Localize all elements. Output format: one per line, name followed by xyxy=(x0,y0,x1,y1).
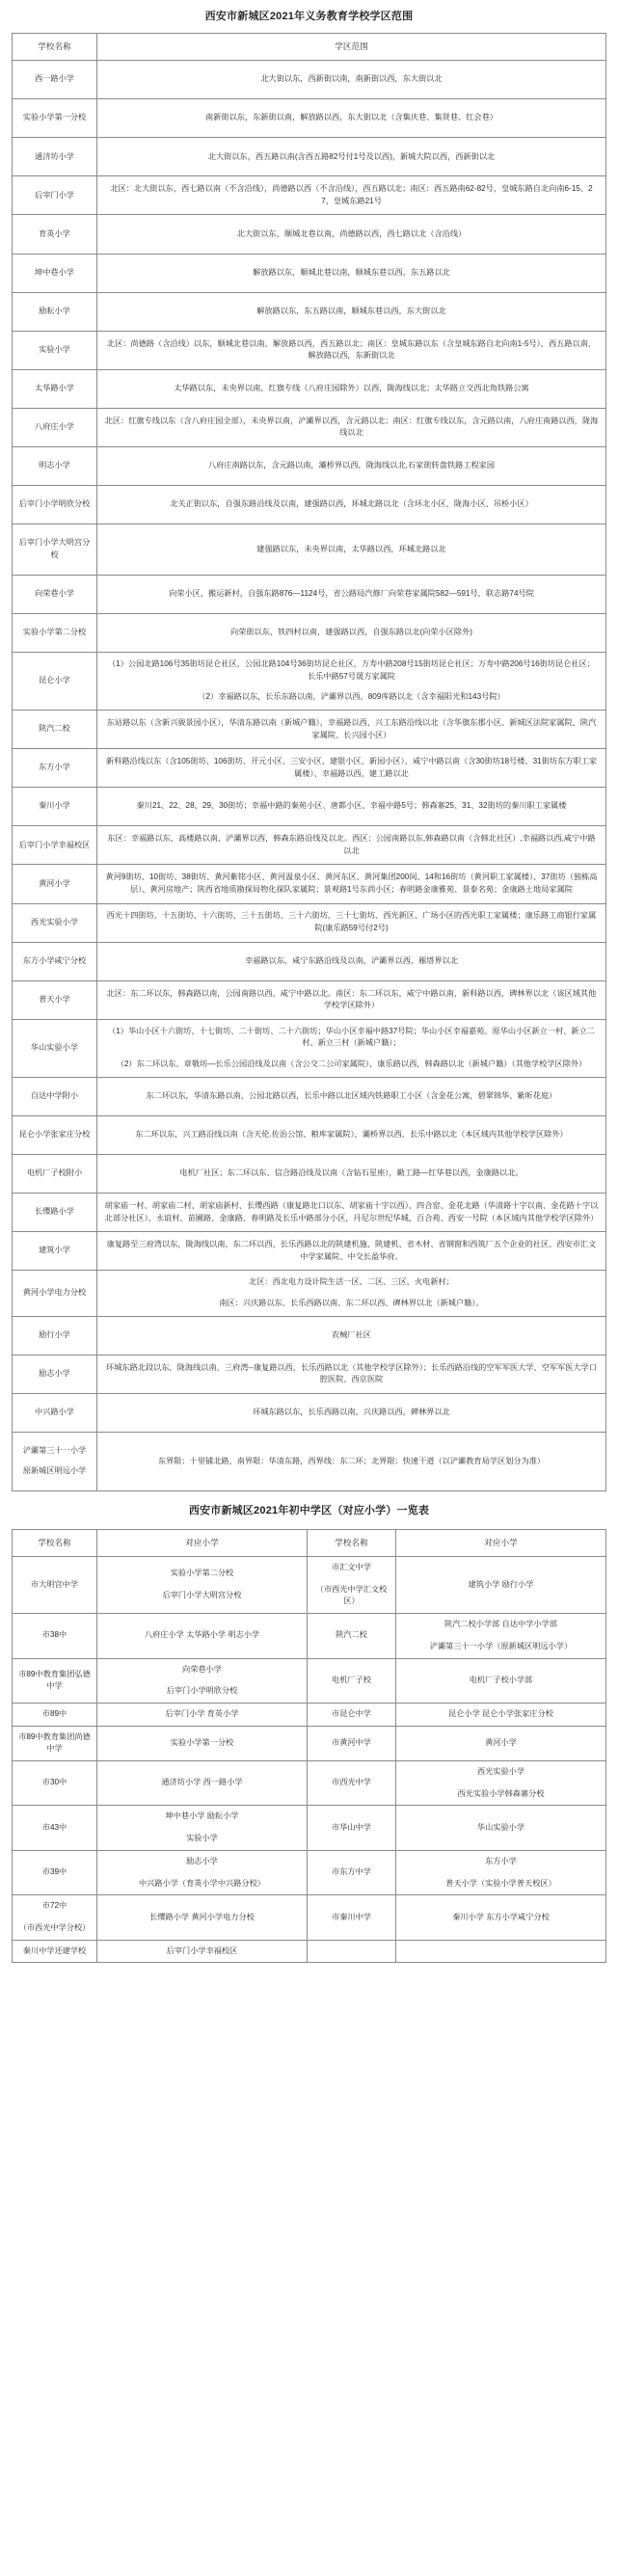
district-range-cell xyxy=(97,1019,606,1077)
district-range-cell xyxy=(97,1077,606,1115)
table-row xyxy=(13,524,606,576)
school-name-cell xyxy=(13,980,97,1019)
school-name-text: 后宰门小学大明宫分校 xyxy=(18,538,91,559)
school-name-text: 东方小学 xyxy=(39,763,70,772)
primary-school-text: 实验小学第二分校 xyxy=(170,1569,234,1578)
school-name-text: 普天小学 xyxy=(39,994,70,1004)
middle-school-name-cell-right xyxy=(308,1850,396,1894)
district-range-text: 秦川21、22、28、29、30街坊；幸福中路的秦苑小区、唐都小区、幸福中路5号；韩森寨25、31、32街坊的秦川职工家属楼 xyxy=(136,801,567,811)
table-row xyxy=(13,1761,606,1806)
primary-school-text: 后宰门小学幸福校区 xyxy=(166,1945,238,1955)
primary-school-text: 坤中巷小学 励耘小学 xyxy=(165,1811,239,1821)
primary-school-cell-left xyxy=(97,1940,308,1963)
table-row xyxy=(13,254,606,292)
table-header-row xyxy=(13,1529,606,1556)
table-row xyxy=(13,711,606,749)
school-name-text: 实验小学第二分校 xyxy=(22,628,87,637)
school-name-cell xyxy=(13,1077,97,1115)
middle-school-name-cell-left xyxy=(13,1614,97,1658)
primary-school-text: 后宰门小学大明宫分校 xyxy=(162,1591,242,1600)
school-name-text: 陕汽二校 xyxy=(39,724,70,734)
district-range-text: 北区：北大街以东，西七路以南（不含沿线），尚德路以西（不含沿线），西五路以北；南区：西五路南62-82号，皇城东路自北向南6-15、27、皇城东路21号 xyxy=(110,184,593,205)
middle-school-name-text: 市秦川中学 xyxy=(332,1912,371,1921)
primary-school-cell-right xyxy=(396,1850,606,1894)
primary-school-text: 黄河小学 xyxy=(485,1738,517,1747)
table-row xyxy=(13,903,606,942)
school-name-text: 实验小学第一分校 xyxy=(22,113,87,122)
table-row xyxy=(13,446,606,485)
district-range-text: （2）东二环以东、章敬坊—长乐公园沿线及以南（含公交二公司家属院），康乐路以西，韩森路以北（新城户籍）（其他学校学区除外） xyxy=(116,1060,587,1069)
school-name-text: 黄河小学电力分校 xyxy=(22,1288,87,1298)
school-name-text: 电机厂子校附小 xyxy=(26,1168,83,1178)
district-range-text: 西光十四街坊、十五街坊、十六街坊、三十五街坊、三十六街坊、三十七街坊、西光新区、广场小区的西光职工家属楼；康乐路工商银行家属院(康乐路59号付2号) xyxy=(106,911,597,933)
primary-school-text: 东方小学 xyxy=(485,1856,517,1865)
middle-school-name-cell-right xyxy=(308,1703,396,1726)
school-name-text: 原新城区明远小学 xyxy=(22,1465,87,1475)
district-range-cell xyxy=(97,1393,606,1432)
middle-school-name-cell-left xyxy=(13,1895,97,1940)
school-name-cell xyxy=(13,61,97,99)
middle-school-name-text: 电机厂子校 xyxy=(332,1675,371,1684)
primary-school-text: 后宰门小学明欣分校 xyxy=(166,1686,238,1696)
primary-school-text: 长缨路小学 黄河小学电力分校 xyxy=(149,1912,255,1921)
district-range-cell xyxy=(97,408,606,446)
table-row xyxy=(13,138,606,176)
primary-school-cell-left xyxy=(97,1806,308,1850)
school-name-text: 昆仑小学 xyxy=(39,676,70,685)
table-row xyxy=(13,1658,606,1703)
primary-school-cell-right xyxy=(396,1658,606,1703)
table-row xyxy=(13,1940,606,1963)
middle-school-name-cell-left xyxy=(13,1557,97,1614)
table-row xyxy=(13,1155,606,1194)
school-name-text: 励行小学 xyxy=(39,1329,70,1339)
table-header-row xyxy=(13,33,606,60)
district-range-text: 解放路以东，东五路以南，顺城东巷以西，东大街以北 xyxy=(256,306,446,315)
school-name-cell xyxy=(13,575,97,613)
table-row xyxy=(13,176,606,215)
school-name-cell xyxy=(13,749,97,788)
primary-school-text: 陕汽二校小学部 自达中学小学部 xyxy=(444,1620,557,1629)
middle-school-name-text: 市89中 xyxy=(41,1708,67,1718)
district-range-cell xyxy=(97,176,606,215)
table-row xyxy=(13,1316,606,1355)
primary-school-cell-left xyxy=(97,1703,308,1726)
middle-school-name-cell-right xyxy=(308,1940,396,1963)
school-name-text: 西一路小学 xyxy=(35,74,74,84)
middle-school-name-text: 市东方中学 xyxy=(332,1867,371,1877)
school-name-cell xyxy=(13,942,97,980)
school-name-cell xyxy=(13,788,97,826)
school-name-cell xyxy=(13,653,97,711)
primary-school-cell-left xyxy=(97,1614,308,1658)
school-name-text: 自达中学附小 xyxy=(30,1091,79,1101)
middle-school-name-cell-left xyxy=(13,1703,97,1726)
district-range-text: 北区：红旗专线以东（含八府庄园全部），未央界以南，浐灞界以西，含元路以北；南区：红旗专线以东，含元路以南，八府庄南路以西，陇海线以北 xyxy=(104,416,599,438)
district-range-text: 北大街以东，西五路以南(含西五路82号付1号及以西)，新城大院以西，西新街以北 xyxy=(207,151,496,161)
primary-school-cell-right xyxy=(396,1940,606,1963)
school-name-cell xyxy=(13,903,97,942)
middle-school-name-cell-left xyxy=(13,1940,97,1963)
primary-school-cell-right xyxy=(396,1703,606,1726)
school-name-cell xyxy=(13,254,97,292)
district-range-text: 东界限：十里铺北路，南界限：华清东路，西界线：东二环；北界限：快速干道（以浐灞教育局学区划分为准） xyxy=(157,1456,546,1465)
school-name-cell xyxy=(13,524,97,576)
primary-school-cell-left xyxy=(97,1726,308,1760)
table-row xyxy=(13,749,606,788)
district-range-cell xyxy=(97,942,606,980)
school-name-cell xyxy=(13,99,97,138)
school-name-text: 中兴路小学 xyxy=(35,1408,74,1417)
school-name-cell xyxy=(13,138,97,176)
school-name-text: 东方小学咸宁分校 xyxy=(22,955,87,965)
primary-school-text: 实验小学第一分校 xyxy=(170,1738,234,1747)
school-name-cell xyxy=(13,613,97,652)
district-range-text: 胡家庙一村、胡家庙二村、胡家庙新村、长缨西路（康复路北口以东、胡家庙十字以西）、四合窑、金花北路（华清路十字以南、金花路十字以北部分社区）、永谊村、苗圃路、金康路、春明路及长乐中路部分小区，丹尼尔世纪华城，百合苑、西安一号院（本区域内其他学校学区除外） xyxy=(104,1200,599,1222)
primary-school-cell-right xyxy=(396,1895,606,1940)
district-range-cell xyxy=(97,711,606,749)
table-row xyxy=(13,331,606,369)
school-district-table xyxy=(12,33,606,1491)
school-name-cell xyxy=(13,1355,97,1393)
school-name-cell xyxy=(13,865,97,903)
school-name-text: 太华路小学 xyxy=(35,383,74,392)
district-range-cell xyxy=(97,1155,606,1194)
primary-school-cell-right xyxy=(396,1726,606,1760)
primary-school-text: 八府庄小学 太华路小学 明志小学 xyxy=(144,1630,260,1640)
school-name-cell xyxy=(13,292,97,331)
middle-school-name-text: 市黄河中学 xyxy=(332,1738,371,1747)
district-range-cell xyxy=(97,446,606,485)
district-range-text: 南新街以东，东新街以南，解放路以西，东大街以北（含集庆巷、集贤巷、红会巷） xyxy=(205,113,497,122)
middle-school-name-text: 市大明宫中学 xyxy=(30,1579,79,1589)
middle-school-name-text: 市昆仑中学 xyxy=(332,1708,371,1718)
district-range-cell xyxy=(97,903,606,942)
primary-school-cell-right xyxy=(396,1557,606,1614)
school-name-text: 后宰门小学明欣分校 xyxy=(18,499,91,509)
district-range-text: 环城东路以东，长乐西路以南，兴庆路以西，碑林界以北 xyxy=(253,1408,450,1417)
table-row xyxy=(13,1432,606,1490)
middle-school-name-cell-left xyxy=(13,1806,97,1850)
district-range-text: 东站路以东（含新兴骏景园小区），华清东路以南（新城户籍），幸福路以西，兴工东路沿线以北（含华旗东郡小区、新城区法院家属院、陕汽家属院、长兴园小区） xyxy=(106,717,597,739)
table-row xyxy=(13,215,606,254)
district-range-cell xyxy=(97,613,606,652)
school-name-text: 后宰门小学 xyxy=(35,190,74,200)
district-range-cell xyxy=(97,980,606,1019)
school-name-text: 建筑小学 xyxy=(39,1246,70,1255)
primary-school-text: 实验小学 xyxy=(186,1834,218,1843)
table-row xyxy=(13,1077,606,1115)
table-row xyxy=(13,613,606,652)
district-range-cell xyxy=(97,331,606,369)
district-range-text: 新科路沿线以东（含105街坊、106街坊、开元小区、三安小区、建银小区、新园小区），咸宁中路以南（含30街坊18号楼、31街坊东方职工家属楼）、幸福路以西、建工路以北 xyxy=(105,757,598,778)
school-name-cell xyxy=(13,1115,97,1154)
school-name-text: 黄河小学 xyxy=(39,878,70,888)
school-name-text: 通济坊小学 xyxy=(35,151,74,161)
primary-school-cell-left xyxy=(97,1850,308,1894)
district-range-text: 北关正街以东，自强东路沿线及以南，建强路以西，环城北路以北（含环北小区、陇海小区、吊桥小区） xyxy=(170,499,533,509)
table-row xyxy=(13,1614,606,1658)
district-range-cell xyxy=(97,61,606,99)
school-name-text: 励志小学 xyxy=(39,1368,70,1378)
table-row xyxy=(13,1232,606,1271)
middle-school-name-text: 市89中教育集团尚德中学 xyxy=(18,1731,91,1754)
middle-school-name-cell-left xyxy=(13,1761,97,1806)
middle-school-name-cell-right xyxy=(308,1761,396,1806)
middle-school-name-text: 市30中 xyxy=(41,1778,67,1787)
table-row xyxy=(13,865,606,903)
primary-school-cell-left xyxy=(97,1761,308,1806)
school-name-text: 西光实验小学 xyxy=(30,917,79,926)
table-row xyxy=(13,1850,606,1894)
school-name-cell xyxy=(13,1393,97,1432)
district-range-text: 电机厂社区；东二环以东、信合路沿线及以南（含钻石星座），勤工路—红华巷以西，金康路以北。 xyxy=(179,1168,524,1178)
middle-school-name-text: 市89中教育集团弘德中学 xyxy=(18,1669,91,1691)
primary-school-cell-left xyxy=(97,1557,308,1614)
district-range-text: （1）华山小区十六街坊、十七街坊、二十街坊、二十六街坊；华山小区幸福中路37号院；华山小区幸福嘉苑。原华山小区新立一村、新立二村、新立三村（新城户籍）； xyxy=(108,1026,595,1048)
middle-school-name-cell-right xyxy=(308,1614,396,1658)
district-range-text: 东二环以东，兴工路沿线以南（含天伦.佐治公馆、粮库家属院），灞桥界以西，长乐中路以北（本区域内其他学校学区除外） xyxy=(135,1130,568,1140)
school-name-text: 后宰门小学幸福校区 xyxy=(18,840,91,849)
school-name-text: 向荣巷小学 xyxy=(35,589,74,599)
primary-table-title: 西安市新城区2021年义务教育学校学区范围 xyxy=(204,11,414,22)
primary-school-cell-left xyxy=(97,1895,308,1940)
primary-school-cell-right xyxy=(396,1614,606,1658)
district-range-text: 幸福路以东，咸宁东路沿线及以南，浐灞界以西，雁塔界以北 xyxy=(244,955,459,965)
table-row xyxy=(13,1115,606,1154)
header-primary-school-left: 对应小学 xyxy=(97,1529,308,1556)
primary-school-text: 西光实验小学韩森寨分校 xyxy=(457,1788,545,1798)
district-range-cell xyxy=(97,369,606,408)
school-name-cell xyxy=(13,711,97,749)
table-row xyxy=(13,1271,606,1316)
school-name-text: 明志小学 xyxy=(39,461,70,470)
header-primary-school-right: 对应小学 xyxy=(396,1529,606,1556)
school-name-cell xyxy=(13,215,97,254)
table-row xyxy=(13,788,606,826)
school-name-text: 育英小学 xyxy=(39,228,70,238)
middle-school-name-cell-right xyxy=(308,1658,396,1703)
middle-school-name-cell-right xyxy=(308,1895,396,1940)
school-name-text: 华山实验小学 xyxy=(30,1042,79,1052)
district-range-text: 北大街以东，顺城北巷以南，尚德路以西，西七路以北（含沿线） xyxy=(236,228,467,238)
table-row xyxy=(13,1393,606,1432)
district-range-text: （2）幸福路以东，长乐东路以南，浐灞界以西，809库路以北（含幸福阳光和143号院） xyxy=(198,692,505,702)
district-range-text: 向荣街以东，铁四村以南，建强路以西，自强东路以北(向荣小区除外) xyxy=(229,628,473,637)
school-name-text: 坤中巷小学 xyxy=(35,267,74,277)
middle-school-name-cell-right xyxy=(308,1557,396,1614)
primary-school-cell-right xyxy=(396,1761,606,1806)
middle-school-name-cell-right xyxy=(308,1806,396,1850)
school-name-text: 浐灞第三十一小学 xyxy=(22,1446,87,1456)
middle-school-name-text: （市西光中学分校） xyxy=(18,1922,91,1932)
table-row xyxy=(13,292,606,331)
school-name-text: 秦川小学 xyxy=(39,801,70,811)
district-range-cell xyxy=(97,653,606,711)
school-name-text: 八府庄小学 xyxy=(35,422,74,432)
table-row xyxy=(13,653,606,711)
district-range-cell xyxy=(97,1432,606,1490)
school-name-cell xyxy=(13,1232,97,1271)
district-range-text: 北区：尚德路（含沿线）以东，顺城北巷以南，解放路以西，西五路以北；南区：皇城东路以东（含皇城东路自北向南1-5号），西五路以南，解放路以西，东新街以北 xyxy=(106,338,597,361)
school-name-cell xyxy=(13,486,97,524)
middle-school-name-text: 秦川中学还建学校 xyxy=(22,1945,87,1955)
table-row xyxy=(13,1895,606,1940)
middle-school-name-cell-left xyxy=(13,1658,97,1703)
district-range-cell xyxy=(97,1316,606,1355)
district-range-cell xyxy=(97,575,606,613)
school-name-text: 昆仑小学张家庄分校 xyxy=(18,1130,91,1140)
middle-school-name-text: 市72中 xyxy=(41,1901,67,1911)
school-name-cell xyxy=(13,1019,97,1077)
district-range-text: 东二环以东，华清东路以南，公园北路以西，长乐中路以北区域内铁路职工小区（含金花公寓，碧翠锦华、紫昕花庭） xyxy=(146,1091,557,1101)
district-range-text: 八府庄南路以东，含元路以南，灞桥界以西，陇海线以北,石家街转盘铁路工程家园 xyxy=(207,461,496,470)
school-name-cell xyxy=(13,1432,97,1490)
middle-school-name-cell-left xyxy=(13,1850,97,1894)
district-range-cell xyxy=(97,865,606,903)
middle-school-name-cell-left xyxy=(13,1726,97,1760)
middle-school-name-text: 陕汽二校 xyxy=(336,1630,367,1640)
district-range-cell xyxy=(97,749,606,788)
middle-school-district-table xyxy=(12,1529,606,1964)
school-name-text: 长缨路小学 xyxy=(35,1207,74,1217)
primary-school-text: 昆仑小学 昆仑小学张家庄分校 xyxy=(448,1708,553,1718)
district-range-cell xyxy=(97,138,606,176)
table-row xyxy=(13,486,606,524)
middle-school-name-text: 市西光中学 xyxy=(332,1778,371,1787)
header-school-name-right: 学校名称 xyxy=(308,1529,396,1556)
district-range-text: （1）公园北路106号35街坊昆仑社区，公园北路104号36街坊昆仑社区，万寿中路208号15街坊昆仑社区；万寿中路206号16街坊昆仑社区；长乐中路57号晟方家属院 xyxy=(108,659,595,681)
primary-school-text: 励志小学 xyxy=(186,1856,218,1865)
middle-school-name-cell-right xyxy=(308,1726,396,1760)
primary-school-text: 普天小学（实验小学普天校区） xyxy=(445,1878,556,1888)
middle-school-name-text: 市39中 xyxy=(41,1867,67,1877)
district-range-text: 南区：兴庆路以东、长乐西路以南、东二环以西、碑林界以北（新城户籍）。 xyxy=(219,1298,484,1307)
middle-school-name-text: 市43中 xyxy=(41,1822,67,1832)
middle-school-name-text: 市汇文中学 xyxy=(332,1563,371,1572)
district-range-text: 北区：东二环以东，韩森路以南，公园南路以西，咸宁中路以北。南区：东二环以东，咸宁中路以南，新科路以西，碑林界以北（该区域其他学校学区除外） xyxy=(106,988,597,1010)
primary-school-text: 西光实验小学 xyxy=(476,1767,525,1777)
middle-school-name-text: 市华山中学 xyxy=(332,1822,371,1832)
district-range-text: 向荣小区，搬运新村，自强东路876—1124号，省公路局汽修厂向荣巷家属院582—591号，联志路74号院 xyxy=(169,589,534,599)
district-range-text: 环城东路北段以东，陇海线以南，三府湾--康复路以西，长乐西路以北（其他学校学区除外）；长乐西路沿线的空军军医大学、空军军医大学口腔医院、西京医院 xyxy=(106,1362,597,1384)
table-row xyxy=(13,942,606,980)
district-range-cell xyxy=(97,1232,606,1271)
table-row xyxy=(13,369,606,408)
district-range-text: 黄河9街坊、10街坊、38街坊、黄河紫铭小区、黄河温泉小区、黄河东区、黄河集团200间、14和16街坊（黄河职工家属楼）、37街坊（独栋高层）、黄河房地产；陕西省地质勘探局物化探队家属院；景观路1号东尚小区；春明路金康雅苑、景泰名苑；金康路土地局家属院 xyxy=(105,872,598,894)
school-name-cell xyxy=(13,331,97,369)
school-name-cell xyxy=(13,1316,97,1355)
primary-school-cell-right xyxy=(396,1806,606,1850)
school-name-cell xyxy=(13,369,97,408)
district-range-text: 东区：幸福路以东，高楼路以南，浐灞界以西，韩森东路沿线及以北。西区：公园南路以东,韩森路以南（含韩北社区）,幸福路以西,咸宁中路以北 xyxy=(107,834,596,855)
header-district-range: 学区范围 xyxy=(97,33,606,60)
district-range-text: 农械厂社区 xyxy=(332,1329,371,1339)
table-row xyxy=(13,1355,606,1393)
table-row xyxy=(13,1019,606,1077)
primary-school-text: 浐灞第三十一小学（原新城区明远小学） xyxy=(429,1641,573,1650)
school-name-cell xyxy=(13,446,97,485)
school-name-cell xyxy=(13,1271,97,1316)
district-range-cell xyxy=(97,524,606,576)
district-range-text: 北大街以东，西新街以南，南新街以西，东大街以北 xyxy=(260,74,443,84)
primary-school-text: 秦川小学 东方小学咸宁分校 xyxy=(452,1912,550,1921)
primary-school-text: 中兴路小学（育英小学中兴路分校） xyxy=(138,1878,265,1888)
school-name-cell xyxy=(13,176,97,215)
school-name-cell xyxy=(13,826,97,865)
primary-school-text: 华山实验小学 xyxy=(476,1822,525,1832)
district-range-cell xyxy=(97,292,606,331)
table-row xyxy=(13,1726,606,1760)
table-row xyxy=(13,575,606,613)
school-name-cell xyxy=(13,1194,97,1232)
district-range-text: 建强路以东，未央界以南，太华路以西，环城北路以北 xyxy=(256,544,446,553)
secondary-table-title: 西安市新城区2021年初中学区（对应小学）一览表 xyxy=(188,1504,430,1516)
header-school-name: 学校名称 xyxy=(13,33,97,60)
district-range-cell xyxy=(97,1355,606,1393)
table-row xyxy=(13,1703,606,1726)
primary-school-text: 向荣巷小学 xyxy=(182,1664,222,1674)
district-range-text: 太华路以东，未央界以南，红旗专线（八府庄园除外）以西，陇海线以北；太华路立交西北角铁路公寓 xyxy=(174,383,529,392)
school-name-cell xyxy=(13,408,97,446)
district-range-cell xyxy=(97,788,606,826)
district-range-cell xyxy=(97,99,606,138)
primary-school-text: 建筑小学 励行小学 xyxy=(468,1579,534,1589)
table-row xyxy=(13,980,606,1019)
table-row xyxy=(13,1194,606,1232)
middle-school-name-text: 市38中 xyxy=(41,1630,67,1640)
table-row xyxy=(13,99,606,138)
district-range-cell xyxy=(97,1194,606,1232)
district-range-cell xyxy=(97,215,606,254)
district-range-cell xyxy=(97,254,606,292)
school-name-text: 实验小学 xyxy=(39,344,70,354)
district-range-cell xyxy=(97,1271,606,1316)
table-row xyxy=(13,61,606,99)
table-row xyxy=(13,1557,606,1614)
district-range-text: 解放路以东，顺城北巷以南，顺城东巷以西，东五路以北 xyxy=(253,267,450,277)
middle-school-name-text: （市西光中学汇文校区） xyxy=(315,1584,388,1606)
district-range-cell xyxy=(97,486,606,524)
table-row xyxy=(13,826,606,865)
table-row xyxy=(13,408,606,446)
district-range-text: 康复路至三府湾以东，陇海线以南，东二环以西，长乐西路以北的陕建机施、陕建机、省木材、省钢窗和西筑厂五个企业的社区、西安市汇文中学家属院、中交长盈华府。 xyxy=(106,1240,597,1261)
school-name-text: 励耘小学 xyxy=(39,306,70,315)
primary-school-cell-left xyxy=(97,1658,308,1703)
district-range-cell xyxy=(97,826,606,865)
header-school-name-left: 学校名称 xyxy=(13,1529,97,1556)
primary-school-text: 后宰门小学 育英小学 xyxy=(165,1708,239,1718)
district-range-cell xyxy=(97,1115,606,1154)
school-name-cell xyxy=(13,1155,97,1194)
table-row xyxy=(13,1806,606,1850)
primary-school-text: 电机厂子校小学部 xyxy=(469,1675,533,1684)
primary-school-text: 通济坊小学 西一路小学 xyxy=(161,1778,243,1787)
district-range-text: 北区：西北电力设计院生活一区、二区、三区，火电新村； xyxy=(249,1277,454,1287)
